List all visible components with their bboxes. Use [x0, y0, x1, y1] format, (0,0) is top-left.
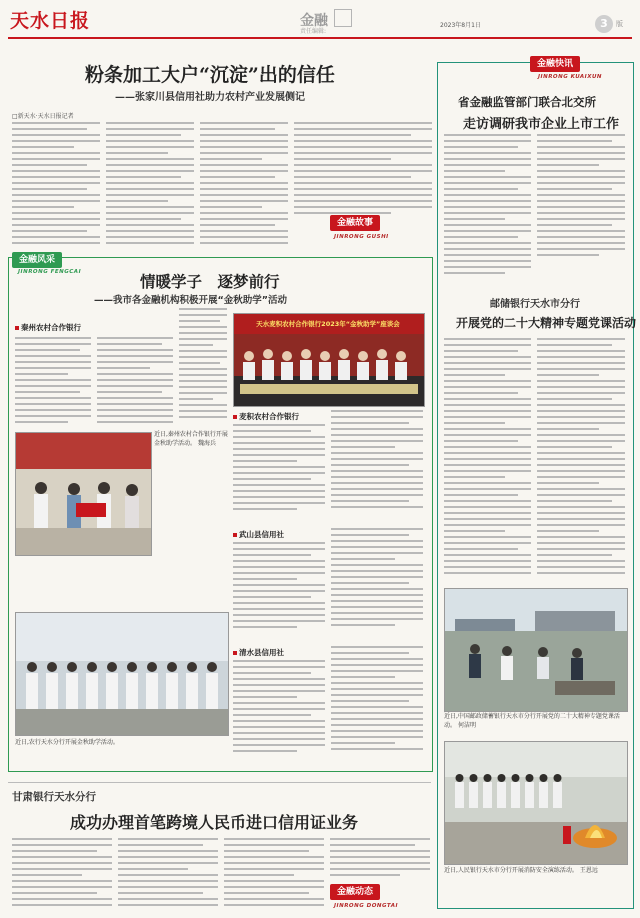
- masthead-rule: [8, 37, 632, 39]
- unit-wushan-text-col-1: [233, 542, 325, 634]
- photo1-caption-text: 近日,中国邮政储蓄银行天水市分行开展党的二十大精神专题党课活动。: [444, 713, 620, 729]
- banner-text: 天水麦积农村合作银行2023年“金秋助学”座谈会: [256, 320, 400, 328]
- quick-story2-kicker: 邮储银行天水市分行: [490, 299, 580, 310]
- unit-maiji-text-col-2: [331, 410, 423, 520]
- unit-heading-qinzhou: [15, 322, 81, 333]
- quick-story1-title-line1: 省金融监管部门联合北交所: [458, 95, 596, 109]
- section-editor-line: 责任编辑:: [300, 28, 327, 35]
- photo2-credit: 王恩远: [579, 867, 598, 874]
- photo-right-credit: 魏海兵: [197, 440, 216, 447]
- quick-story2-text-col-1: [444, 338, 531, 583]
- quick-news-badge-en: JINRONG KUAIXUN: [538, 74, 603, 80]
- dongtai-badge: [330, 884, 430, 914]
- dateline: 2023年8月1日: [440, 22, 481, 29]
- group-illustration: [16, 613, 228, 735]
- photo-right-caption-text: 近日,秦州农村合作银行开展金秋助学活动。: [154, 431, 228, 447]
- style-box-badge-en: JINRONG FENGCAI: [18, 269, 82, 275]
- photo2-caption-text: 近日,人民银行天水市分行开展消防安全演练活动。: [444, 867, 578, 874]
- quick-story2-title: 开展党的二十大精神专题党课活动: [456, 316, 637, 330]
- style-box-photo-students: [15, 432, 152, 556]
- quick-news-photo-meeting: [444, 588, 628, 712]
- photo-bottom-caption-text: 近日,农行天水分行开展金秋助学活动。: [15, 739, 119, 746]
- quick-news-photo-fire-drill: [444, 741, 628, 865]
- page-number-circle-icon: 3: [595, 15, 613, 33]
- lead-headline: 粉条加工大户“沉淀”出的信任: [85, 64, 335, 86]
- unit-heading-qinzhou-label: 秦州农村合作银行: [21, 323, 81, 332]
- story-badge: [330, 215, 420, 245]
- unit-maiji-text-col-1: [233, 424, 325, 516]
- bullet-square-icon: [233, 533, 237, 537]
- style-box-title: 情暖学子 逐梦前行: [140, 272, 280, 291]
- style-box-subtitle: ——我市各金融机构积极开展“金秋助学”活动: [94, 295, 287, 306]
- bottom-story-top-rule: [8, 782, 431, 783]
- unit-qinzhou-text-col-3: [179, 308, 227, 428]
- meeting-illustration: [445, 589, 627, 711]
- bottom-text-col-2: [118, 838, 218, 910]
- bottom-story-title: 成功办理首笔跨境人民币进口信用证业务: [70, 813, 359, 832]
- quick-story2-text-col-2: [537, 338, 625, 583]
- unit-heading-qingshui: [233, 647, 284, 658]
- page-label: 版: [616, 20, 623, 28]
- masthead: [0, 0, 640, 38]
- bullet-square-icon: [233, 415, 237, 419]
- bullet-square-icon: [233, 651, 237, 655]
- bottom-text-col-4: [330, 838, 430, 882]
- story-badge-en: JINRONG GUSHI: [334, 234, 389, 240]
- unit-qinzhou-text-col-1: [15, 337, 91, 429]
- lead-byline: □新天水·天水日报记者: [12, 113, 74, 120]
- quick-story1-text-col-2: [537, 134, 625, 274]
- unit-qinzhou-text-col-2: [97, 337, 173, 429]
- unit-heading-maiji-label: 麦积农村合作银行: [239, 412, 299, 421]
- dongtai-badge-label: 金融动态: [330, 884, 380, 900]
- lead-subheadline: ——张家川县信用社助力农村产业发展侧记: [115, 92, 305, 103]
- lead-text-col-4: [294, 122, 432, 217]
- unit-heading-maiji: [233, 411, 299, 422]
- style-box-badge: 金融风采: [12, 252, 62, 268]
- unit-qingshui-text-col-2: [331, 646, 423, 760]
- unit-heading-wushan-label: 武山县信用社: [239, 530, 284, 539]
- fire-drill-illustration: [445, 742, 627, 864]
- quick-news-photo-fire-caption: [444, 866, 626, 896]
- bullet-square-icon: [15, 326, 19, 330]
- quick-story1-text-col-1: [444, 134, 531, 284]
- quick-news-photo-meeting-caption: [444, 712, 626, 736]
- lead-text-col-1: [12, 122, 100, 250]
- style-box-photo-group: [15, 612, 229, 736]
- photo1-credit: 何洁明: [457, 722, 476, 729]
- lead-text-col-2: [106, 122, 194, 250]
- quick-story1-title-line2: 走访调研我市企业上市工作: [463, 117, 620, 132]
- students-illustration: [16, 433, 151, 555]
- unit-qingshui-text-col-1: [233, 660, 325, 760]
- story-badge-label: 金融故事: [330, 215, 380, 231]
- dongtai-badge-en: JINRONG DONGTAI: [334, 903, 399, 909]
- style-box-photo-bottom-caption: [15, 738, 227, 766]
- style-box-photo-right-caption: [154, 430, 228, 530]
- quick-news-badge: 金融快讯: [530, 56, 580, 72]
- section-title: 金融: [300, 13, 328, 29]
- lead-text-col-3: [200, 122, 288, 250]
- bottom-story-kicker: 甘肃银行天水分行: [12, 791, 96, 803]
- bottom-text-col-3: [224, 838, 324, 910]
- masthead-logo: 天水日报: [10, 10, 91, 32]
- unit-wushan-text-col-2: [331, 528, 423, 638]
- unit-heading-wushan: [233, 529, 284, 540]
- section-seal-icon: [334, 9, 352, 27]
- bottom-text-col-1: [12, 838, 112, 910]
- unit-heading-qingshui-label: 清水县信用社: [239, 648, 284, 657]
